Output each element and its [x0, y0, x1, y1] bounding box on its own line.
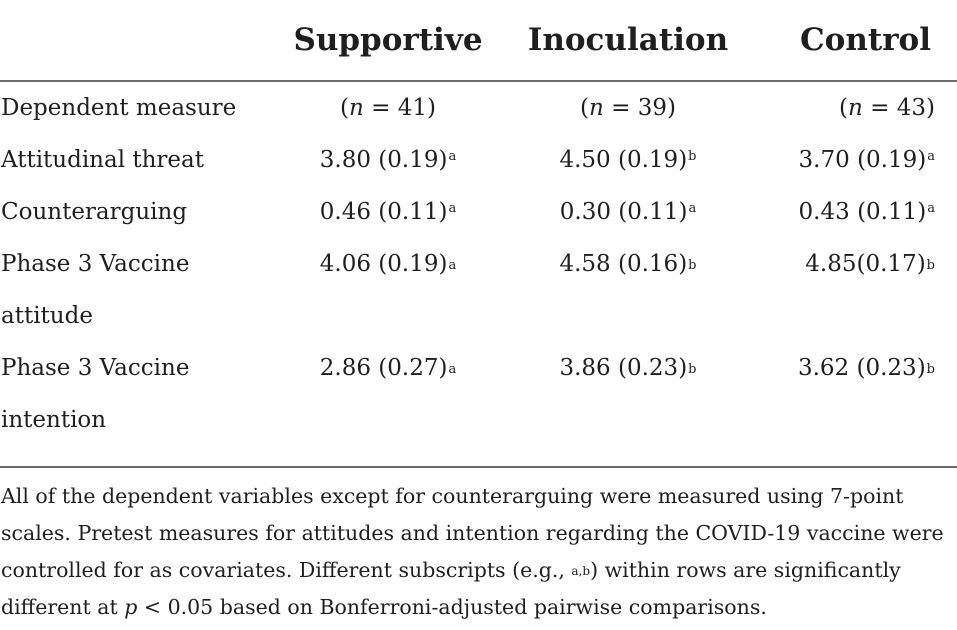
table-row-attitudinal-threat	[0, 134, 957, 186]
table-cell: 3.70 $(0.19)^a$	[798, 147, 935, 173]
row-label: Attitudinal threat	[1, 147, 204, 173]
table-cell: 4.06 $(0.19)^a$	[319, 251, 457, 277]
table-row-counterarguing	[0, 186, 957, 238]
table-footnote: All of the dependent variables except for counterarguing were measured using 7-point scales. Pretest measures for attitudes and intention regarding the COVID-19 vaccine were controlled for as covariates. Different subscripts (e.g., $^{a,b}$) within rows are significantly different at p < 0.05 based on Bonferroni-adjusted pairwise comparisons.	[1, 484, 944, 619]
table-cell: 4.50 $(0.19)^b$	[559, 147, 697, 173]
row-label: Dependent measure	[1, 95, 237, 121]
sample-size-control: (n = 43)	[839, 95, 935, 121]
table-cell: 3.62 $(0.23)^b$	[797, 355, 935, 381]
table-cell: 4.58 $(0.16)^b$	[559, 251, 697, 277]
table-cell: 0.46 $(0.11)^a$	[319, 199, 457, 225]
column-header-control: Control	[748, 0, 957, 81]
row-label: Phase 3 Vaccine attitude	[1, 251, 190, 329]
table-cell: $4.85(0.17)^b$	[805, 251, 935, 277]
header-empty-cell	[0, 0, 268, 81]
sample-size-supportive: (n = 41)	[340, 95, 436, 121]
row-label: Counterarguing	[1, 199, 188, 225]
table-cell: 2.86 $(0.27)^a$	[319, 355, 457, 381]
table-row-vaccine-intention	[0, 342, 957, 446]
table-cell: 0.43 $(0.11)^a$	[798, 199, 935, 225]
table-cell: 0.30 $(0.11)^a$	[559, 199, 697, 225]
table-cell: 3.80 $(0.19)^a$	[319, 147, 457, 173]
table-header-row	[0, 0, 957, 81]
column-header-supportive: Supportive	[268, 0, 508, 81]
sample-size-inoculation: (n = 39)	[580, 95, 676, 121]
table-row-vaccine-attitude	[0, 238, 957, 342]
table-row-sample-size	[0, 81, 957, 134]
column-header-inoculation: Inoculation	[508, 0, 748, 81]
table-bottom-rule	[0, 466, 957, 468]
table-cell: 3.86 $(0.23)^b$	[559, 355, 697, 381]
row-label: Phase 3 Vaccine intention	[1, 355, 190, 433]
